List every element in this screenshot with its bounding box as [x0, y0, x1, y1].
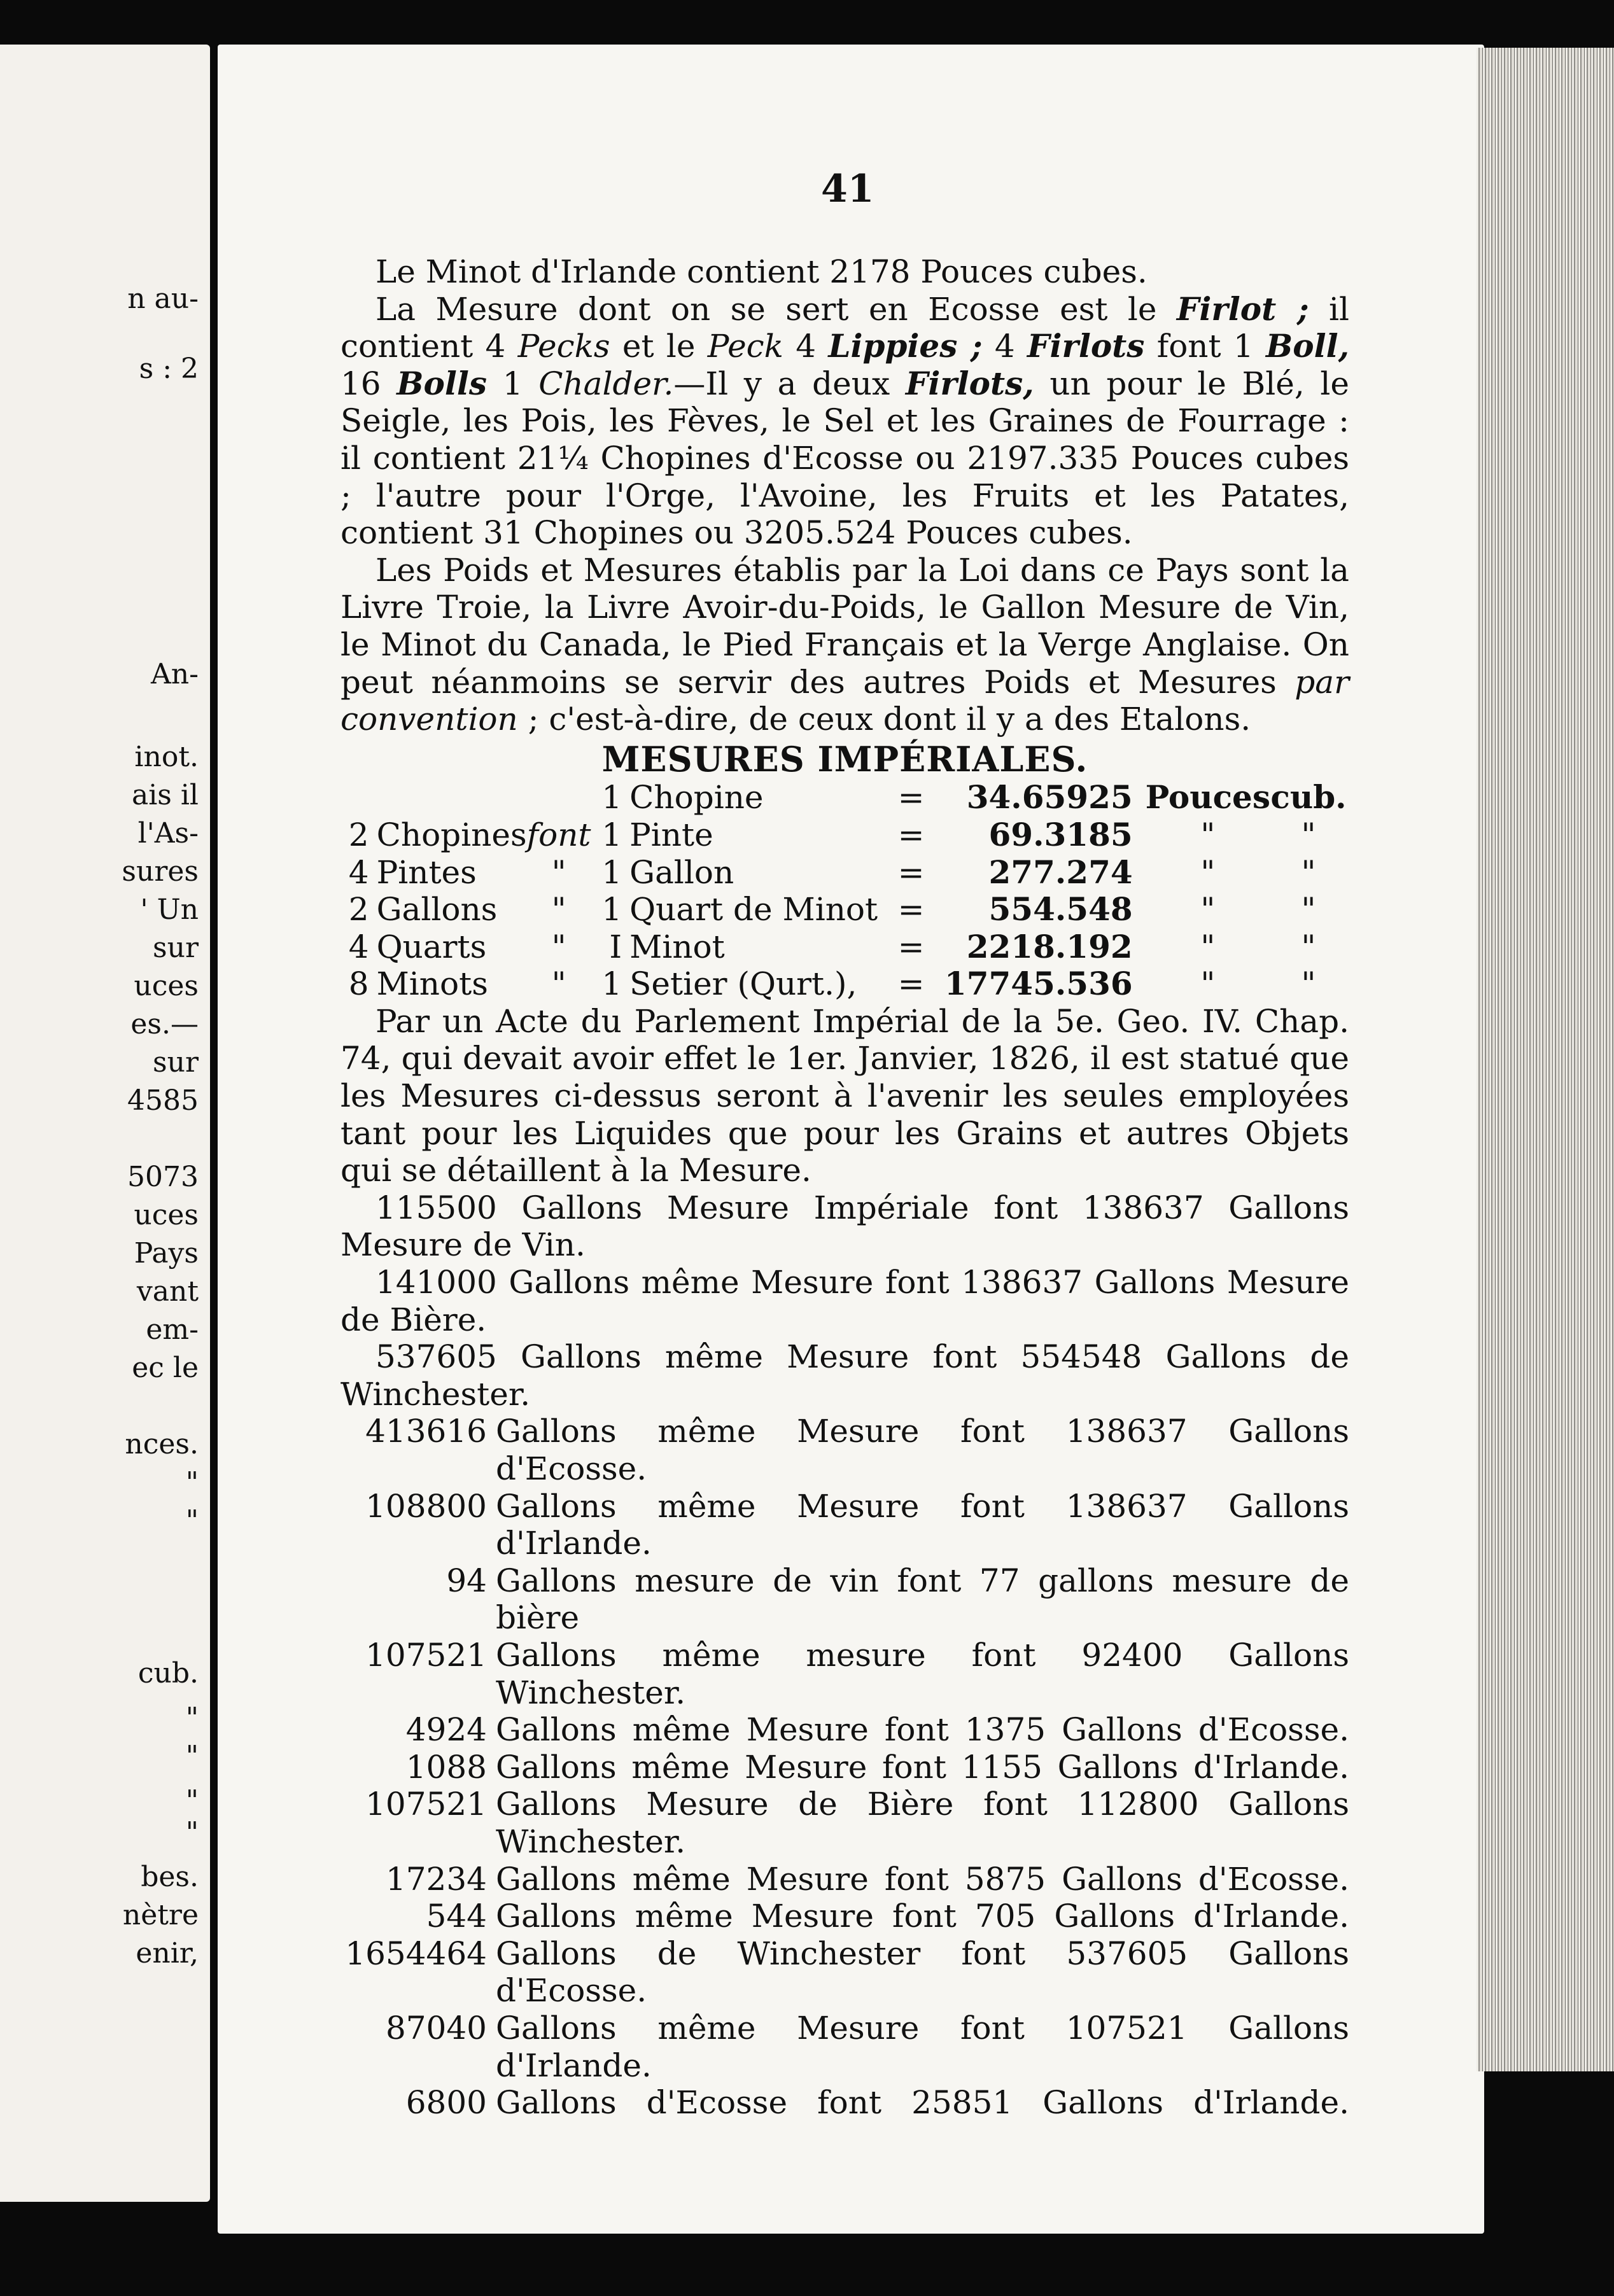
equivalence-row — [340, 1338, 1349, 1413]
equals-sign: = — [897, 779, 925, 816]
left-page-fragment: " — [185, 1702, 199, 1734]
paragraph-minot-irlande: Le Minot d'Irlande contient 2178 Pouces cubes. — [375, 253, 1147, 290]
equivalence-number: 1088 — [405, 1748, 487, 1786]
left-page-fragment: uces — [134, 1199, 199, 1231]
equivalence-row — [340, 1637, 1349, 1711]
connector: font — [526, 816, 591, 853]
equivalence-desc: Gallons d'Ecosse font 25851 Gallons d'Irlande. — [496, 2084, 1349, 2122]
connector: " — [551, 965, 566, 1003]
left-page-fragment: bes. — [141, 1861, 199, 1893]
left-page-fragment: l'As- — [137, 817, 199, 850]
count: 1 — [601, 779, 622, 816]
unit-label: " — [1200, 816, 1216, 853]
left-page-fragment: " — [185, 1466, 199, 1499]
unit-label: " — [1301, 816, 1316, 853]
section-heading: MESURES IMPÉRIALES. — [601, 738, 1088, 780]
left-page-fragment: Pays — [134, 1237, 199, 1270]
term: Peck — [707, 328, 783, 365]
equivalence-row — [340, 1786, 1349, 1860]
unit-label: " — [1301, 853, 1316, 891]
equals-sign: = — [897, 891, 925, 928]
paragraph-mesure-ecosse — [340, 291, 1349, 552]
equivalence-number: 544 — [426, 1898, 487, 1935]
cubic-value: 2218.192 — [966, 927, 1133, 965]
count: I — [609, 928, 622, 965]
left-page-fragment: 5073 — [127, 1161, 199, 1193]
unit: Minots — [376, 965, 488, 1003]
measure-name: Minot — [629, 928, 725, 965]
left-page-fragment: An- — [151, 658, 199, 690]
connector: " — [551, 891, 566, 928]
unit: Quarts — [376, 928, 487, 965]
equivalence-number: 87040 — [385, 2009, 487, 2047]
connector: " — [551, 853, 566, 891]
measure-row — [338, 891, 1347, 928]
equivalence-text — [340, 1264, 1349, 1338]
equivalence-desc: Gallons même Mesure font 138637 Gallons d'Irlande. — [496, 1487, 1349, 1562]
page-number: 41 — [821, 167, 874, 211]
page-body — [340, 253, 1349, 2122]
unit-label: cub. — [1270, 778, 1347, 816]
term: Chalder. — [538, 365, 674, 402]
left-page-fragment: enir, — [136, 1937, 199, 1970]
equivalence-desc: Gallons même mesure font 92400 Gallons Winchester. — [496, 1636, 1349, 1711]
equivalence-row — [340, 1562, 1349, 1637]
term: Boll, — [1265, 327, 1349, 365]
left-page-fragment: sures — [122, 855, 199, 888]
equivalence-desc: Gallons même Mesure font 138637 Gallons d'Ecosse. — [496, 1413, 1349, 1487]
term: Bolls — [396, 364, 488, 402]
text: 4 — [982, 328, 1027, 365]
left-page-fragment: n au- — [127, 283, 199, 315]
equivalence-row — [340, 1264, 1349, 1338]
equivalence-desc: Gallons Mesure de Bière font 112800 Gallons Winchester. — [496, 1786, 1349, 1860]
equivalence-desc: Gallons même Mesure font 705 Gallons d'Irlande. — [496, 1898, 1349, 1935]
equivalence-number: 17234 — [385, 1860, 487, 1898]
left-page-fragment: sur — [153, 1046, 199, 1079]
equivalence-number: 1654464 — [345, 1935, 487, 1972]
unit-label: Pouces — [1145, 778, 1271, 816]
equivalence-number: 4924 — [405, 1711, 487, 1749]
term: Lippies ; — [828, 327, 983, 365]
term: Firlots — [1027, 327, 1145, 365]
qty: 4 — [348, 928, 369, 965]
equivalence-number: 6800 — [405, 2084, 487, 2122]
left-page-fragment: inot. — [134, 741, 199, 773]
text: et le — [610, 328, 708, 365]
equivalence-row — [340, 1749, 1349, 1786]
equivalence-desc: Gallons même Mesure font 554548 Gallons de Winchester. — [340, 1338, 1349, 1413]
equals-sign: = — [897, 816, 925, 853]
equivalence-number: 413616 — [365, 1413, 487, 1450]
left-page-fragment: " — [185, 1504, 199, 1537]
facing-page-left — [0, 45, 210, 2202]
text: 4 — [783, 328, 829, 365]
gallon-equivalences-table — [340, 1189, 1349, 2122]
equals-sign: = — [897, 928, 925, 965]
qty — [338, 779, 377, 816]
left-page-fragment: " — [185, 1784, 199, 1817]
measure-row — [338, 965, 1347, 1003]
paragraph-acte-parlement: Par un Acte du Parlement Impérial de la 5e. Geo. IV. Chap. 74, qui devait avoir effet le 1er. Janvier, 1826, il est statué que les Mesures ci-dessus seront à l'avenir les seules employées tant pour les Liquides que pour les Grains et autres Objets qui se détaillent à la Mesure. — [340, 1002, 1349, 1189]
equals-sign: = — [897, 965, 925, 1003]
measure-row — [338, 928, 1347, 966]
left-page-fragment: " — [185, 1816, 199, 1849]
left-page-fragment: nces. — [125, 1428, 199, 1460]
imperial-measures-table — [338, 779, 1347, 1003]
unit — [377, 779, 527, 816]
equivalence-row — [340, 1711, 1349, 1749]
count: 1 — [601, 853, 622, 891]
measure-row — [338, 779, 1347, 816]
count: 1 — [601, 965, 622, 1003]
connector: " — [551, 928, 566, 965]
left-page-fragment: s : 2 — [139, 353, 199, 385]
unit-label: " — [1200, 853, 1216, 891]
equals-sign: = — [897, 853, 925, 891]
equivalence-row — [340, 1935, 1349, 2010]
cubic-value: 69.3185 — [988, 815, 1133, 853]
equivalence-text — [340, 1189, 1349, 1264]
term: Firlot ; — [1176, 290, 1309, 328]
equivalence-desc: Gallons même Mesure font 107521 Gallons d'Irlande. — [496, 2009, 1349, 2084]
unit-label: " — [1301, 965, 1316, 1003]
text: font 1 — [1144, 328, 1266, 365]
equivalence-number: 94 — [446, 1562, 487, 1599]
count: 1 — [601, 891, 622, 928]
text: 16 — [340, 365, 397, 402]
page-stack-edge — [1477, 48, 1614, 2071]
qty: 2 — [348, 891, 369, 928]
equivalence-row — [340, 2010, 1349, 2084]
cubic-value: 554.548 — [988, 890, 1133, 928]
cubic-value: 17745.536 — [944, 965, 1133, 1003]
term: Pecks — [517, 328, 610, 365]
equivalence-row — [340, 1861, 1349, 1898]
text: un pour le Blé, le Seigle, les Pois, les Fèves, le Sel et les Graines de Fourrage : il contient 21¼ Chopines d'Ecosse ou 2197.335 Pouces cubes ; l'autre pour l'Orge, l'Avoine, les Fruits et les Patates, contient 31 Chopines ou 3205.524 Pouces cubes. — [340, 365, 1349, 552]
equivalence-row — [340, 1413, 1349, 1487]
measure-row — [338, 816, 1347, 854]
equivalence-text — [340, 1338, 1349, 1413]
measure-name: Setier (Qurt.), — [629, 965, 857, 1003]
equivalence-desc: Gallons même Mesure font 5875 Gallons d'Ecosse. — [496, 1860, 1349, 1898]
cubic-value: 277.274 — [988, 853, 1133, 891]
unit: Chopines — [376, 816, 527, 853]
equivalence-number: 537605 — [375, 1338, 521, 1376]
equivalence-desc: Gallons Mesure Impériale font 138637 Gallons Mesure de Vin. — [340, 1189, 1349, 1264]
measure-row — [338, 854, 1347, 892]
qty: 4 — [348, 853, 369, 891]
unit-label: " — [1200, 965, 1216, 1003]
equivalence-row — [340, 2084, 1349, 2122]
connector — [527, 779, 591, 816]
left-page-fragment: uces — [134, 970, 199, 1002]
count: 1 — [601, 816, 622, 853]
left-page-fragment: em- — [146, 1313, 199, 1346]
equivalence-row — [340, 1898, 1349, 1935]
equivalence-desc: Gallons même Mesure font 1375 Gallons d'Ecosse. — [496, 1711, 1349, 1749]
unit-label: " — [1200, 928, 1216, 965]
equivalence-number: 107521 — [365, 1786, 487, 1823]
text: 1 — [487, 365, 539, 402]
text: La Mesure dont on se sert en Ecosse est le — [375, 290, 1177, 328]
left-page-fragment: 4585 — [127, 1084, 199, 1117]
text: —Il y a deux — [673, 365, 906, 402]
text: il contient 4 — [340, 290, 1350, 365]
measure-name: Chopine — [629, 779, 764, 816]
term: par convention — [340, 663, 1349, 738]
left-page-fragment: cub. — [137, 1657, 199, 1690]
measure-name: Pinte — [629, 816, 713, 853]
equivalence-number: 115500 — [375, 1189, 522, 1226]
equivalence-desc: Gallons même Mesure font 138637 Gallons Mesure de Bière. — [340, 1264, 1350, 1338]
equivalence-number: 141000 — [375, 1264, 509, 1301]
unit-label: " — [1301, 928, 1316, 965]
equivalence-row — [340, 1189, 1349, 1264]
left-page-fragment: sur — [153, 932, 199, 964]
equivalence-desc: Gallons mesure de vin font 77 gallons mesure de bière — [496, 1562, 1349, 1637]
left-page-fragment: ec le — [132, 1352, 199, 1384]
term: Firlots, — [905, 364, 1034, 402]
text: ; c'est-à-dire, de ceux dont il y a des Etalons. — [517, 701, 1251, 738]
left-page-fragment: es.— — [130, 1008, 199, 1040]
left-page-fragment: vant — [136, 1275, 199, 1308]
unit-label: " — [1301, 891, 1316, 928]
equivalence-desc: Gallons même Mesure font 1155 Gallons d'Irlande. — [496, 1748, 1349, 1786]
qty: 8 — [348, 965, 369, 1003]
paragraph-poids-mesures — [340, 552, 1349, 738]
equivalence-number: 108800 — [365, 1487, 487, 1525]
qty: 2 — [348, 816, 369, 853]
equivalence-row — [340, 1488, 1349, 1562]
equivalence-desc: Gallons de Winchester font 537605 Gallons d'Ecosse. — [496, 1935, 1349, 2010]
equivalence-number: 107521 — [365, 1636, 487, 1674]
unit: Gallons — [376, 891, 498, 928]
unit-label: " — [1200, 891, 1216, 928]
text: Les Poids et Mesures établis par la Loi dans ce Pays sont la Livre Troie, la Livre Avoir-du-Poids, le Gallon Mesure de Vin, le Minot du Canada, le Pied Français et la Verge Anglaise. On peut néanmoins se servir des autres Poids et Mesures — [340, 551, 1349, 701]
left-page-fragment: nètre — [122, 1899, 199, 1931]
cubic-value: 34.65925 — [966, 778, 1133, 816]
left-page-fragment: ' Un — [140, 893, 199, 926]
measure-name: Gallon — [629, 853, 734, 891]
unit: Pintes — [376, 853, 477, 891]
left-page-fragment: ais il — [131, 779, 199, 811]
left-page-fragment: " — [185, 1740, 199, 1772]
measure-name: Quart de Minot — [629, 891, 878, 928]
